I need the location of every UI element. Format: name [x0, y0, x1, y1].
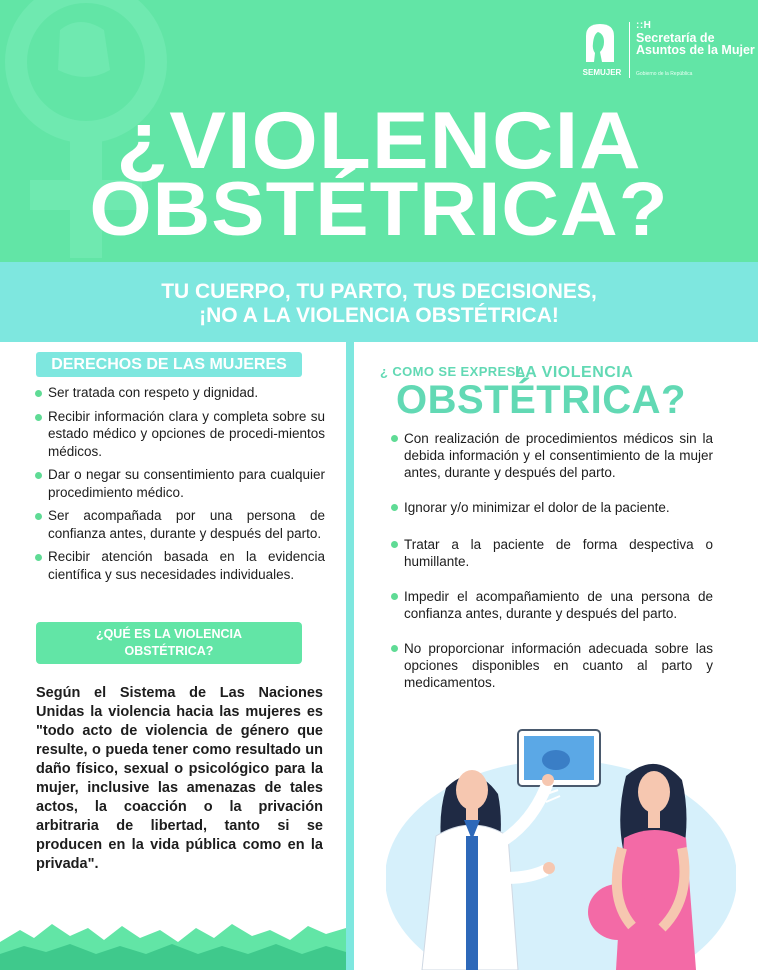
bullet-icon: [35, 513, 42, 520]
expression-heading-small-2: LA VIOLENCIA: [515, 364, 634, 381]
list-item: [391, 588, 713, 622]
slogan-line-2: ¡NO A LA VIOLENCIA OBSTÉTRICA!: [199, 304, 559, 327]
rights-heading-box: [36, 352, 302, 377]
header-banner: [0, 0, 758, 262]
bullet-icon: [391, 435, 398, 442]
list-item-text: No proporcionar información adecuada sobre las opciones disponibles en cuanto al parto y medicamentos.: [404, 641, 713, 690]
list-item: [391, 430, 713, 481]
list-item-text: Dar o negar su consentimiento para cualquier procedimiento médico.: [48, 467, 325, 500]
bullet-icon: [35, 390, 42, 397]
list-item: [391, 640, 713, 691]
expression-heading-small: ¿ COMO SE EXPRESA: [380, 364, 526, 379]
grass-decoration: [0, 912, 346, 970]
bullet-icon: [391, 645, 398, 652]
bullet-icon: [391, 593, 398, 600]
logo-divider: [629, 22, 630, 78]
column-divider: [346, 342, 354, 970]
rights-list: [35, 384, 325, 589]
list-item: [391, 536, 713, 570]
slogan-line-1: TU CUERPO, TU PARTO, TUS DECISIONES,: [161, 280, 597, 303]
main-title-line-1: ¿VIOLENCIA: [116, 96, 642, 186]
list-item: [35, 408, 325, 461]
list-item-text: Ser acompañada por una persona de confianza antes, durante y después del parto.: [48, 508, 325, 541]
list-item-text: Con realización de procedimientos médicos sin la debida información y el consentimiento de la mujer antes, durante y después del parto.: [404, 431, 713, 480]
logo-short-name: SEMUJER: [582, 68, 622, 77]
bullet-icon: [35, 554, 42, 561]
bullet-icon: [391, 504, 398, 511]
list-item-text: Recibir información clara y completa sobre su estado médico y opciones de procedi-mientos médicos.: [48, 408, 325, 459]
institution-name: Secretaría de Asuntos de la Mujer: [636, 31, 755, 57]
list-item: [35, 507, 325, 542]
list-item: [35, 466, 325, 501]
woman-profile-icon: [580, 22, 620, 64]
institution-tagline: Gobierno de la República: [636, 71, 693, 77]
bullet-icon: [35, 414, 42, 421]
expression-heading-big: OBSTÉTRICA?: [396, 378, 686, 422]
list-item-text: Ser tratada con respeto y dignidad.: [48, 385, 259, 400]
definition-text: Según el Sistema de Las Naciones Unidas la violencia hacia las mujeres es "todo acto de violencia de género que resulte, o pueda tener como resultado un daño físico, sexual o psicológico para la mujer, inclusive las amenazas de tales actos, la coacción o la privación arbitraria de libertad, tanto si se producen en la vida pública como en la privada".: [36, 685, 323, 872]
list-item-text: Ignorar y/o minimizar el dolor de la paciente.: [404, 500, 670, 515]
expression-list: [391, 430, 713, 691]
list-item: [391, 499, 713, 516]
list-item-text: Recibir atención basada en la evidencia científica y sus necesidades individuales.: [48, 549, 325, 582]
main-title-line-2: OBSTÉTRICA?: [89, 167, 669, 252]
list-item: [35, 384, 325, 402]
bullet-icon: [35, 472, 42, 479]
question-line-2: OBSTÉTRICA?: [124, 644, 214, 658]
slogan: [0, 280, 758, 328]
rights-heading: DERECHOS DE LAS MUJERES: [51, 356, 287, 373]
question-line-1: ¿QUÉ ES LA VIOLENCIA: [95, 627, 243, 641]
bullet-icon: [391, 541, 398, 548]
semujer-logo: [576, 20, 758, 84]
doctor-patient-illustration: [386, 728, 736, 970]
list-item: [35, 548, 325, 583]
list-item-text: Tratar a la paciente de forma despectiva o humillante.: [404, 537, 713, 569]
question-box: [36, 622, 302, 664]
question-heading: [36, 626, 302, 660]
list-item-text: Impedir el acompañamiento de una persona de confianza antes, durante y después del parto.: [404, 589, 713, 621]
gov-mark: ::H: [636, 20, 652, 31]
